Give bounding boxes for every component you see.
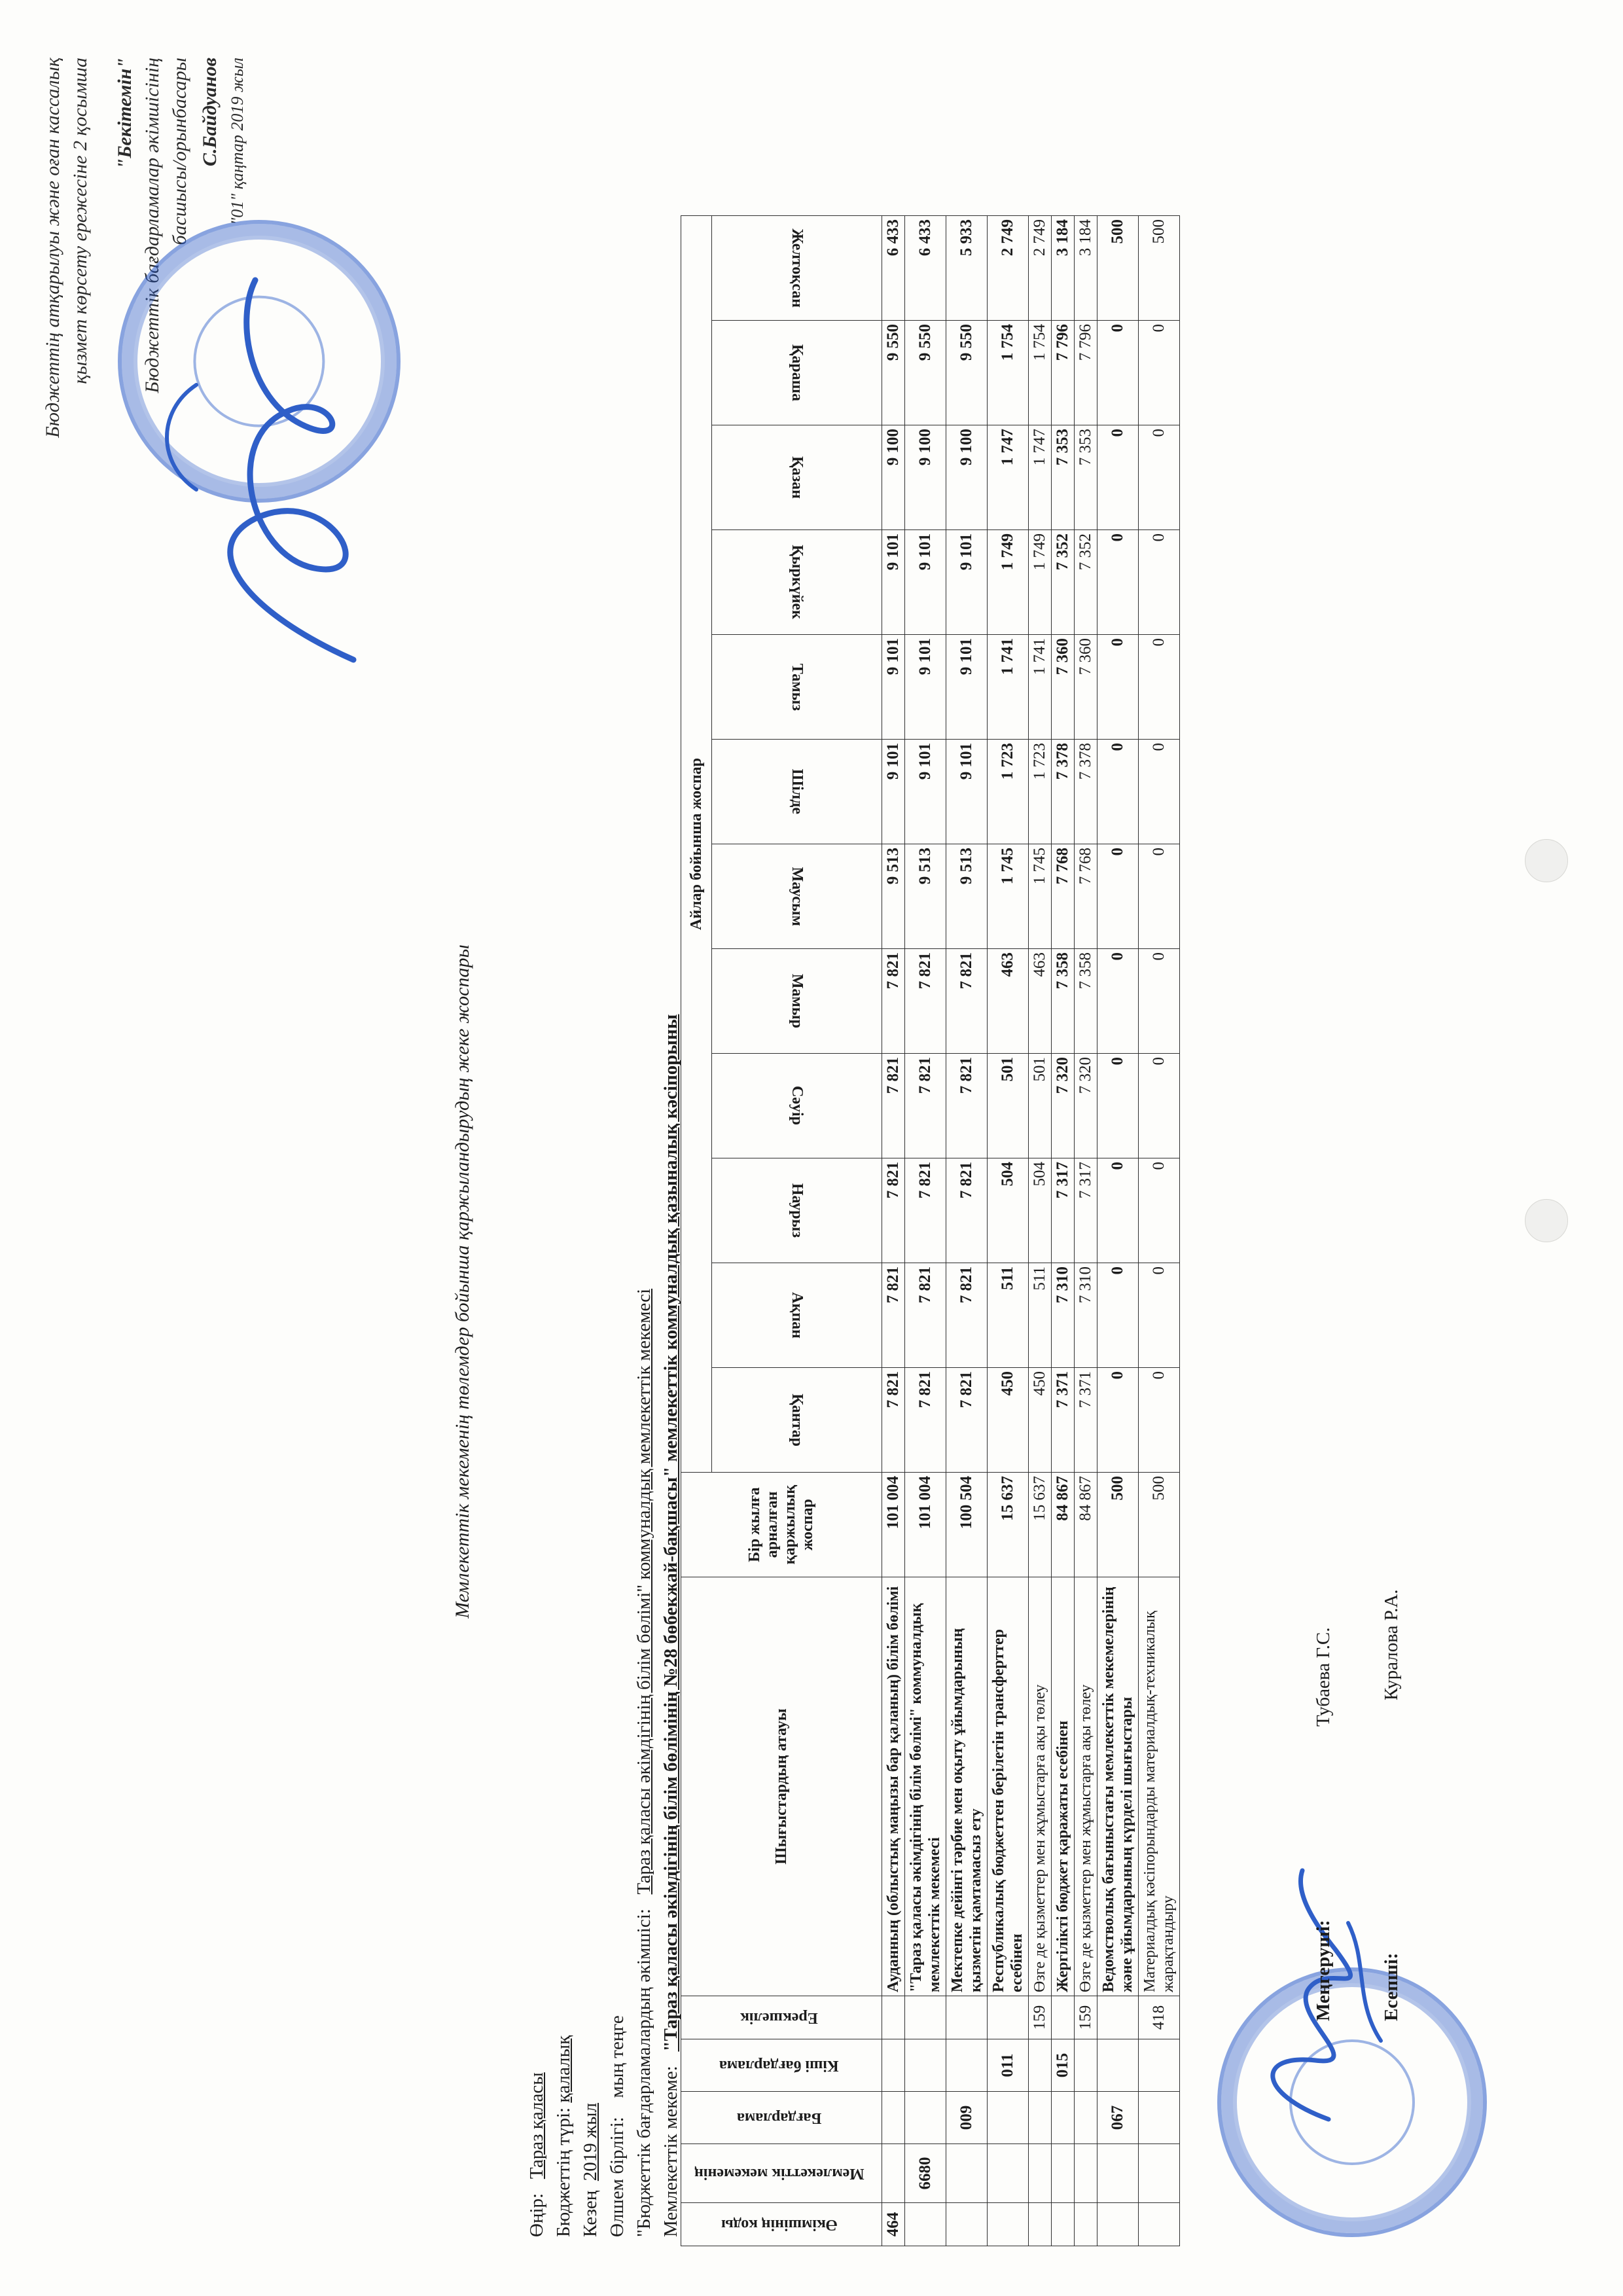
cell-institution-code <box>946 2144 988 2203</box>
header-admin-code: Әкімшінің коды <box>681 2203 882 2246</box>
cell-month-value: 9 101 <box>905 530 946 635</box>
cell-month-value: 7 378 <box>1075 740 1097 844</box>
cell-month-value: 7 768 <box>1075 844 1097 949</box>
cell-month-value: 511 <box>988 1263 1029 1368</box>
cell-program <box>1075 2092 1097 2144</box>
cell-month-value: 1 754 <box>988 321 1029 425</box>
header-specifics: Ерекшелік <box>681 1996 882 2039</box>
approval-line: Бюджеттің атқарылуы және оған кассалық <box>42 58 63 438</box>
cell-expense-name: "Тараз қаласы әкімдігінің білім бөлімі" коммуналдық мемлекеттік мекемесі <box>905 1577 946 1996</box>
table-row <box>946 216 988 2246</box>
cell-program <box>905 2092 946 2144</box>
punch-hole <box>1525 1199 1568 1242</box>
cell-month-value: 7 821 <box>882 1158 905 1263</box>
cell-month-value: 0 <box>1097 1368 1139 1473</box>
cell-program <box>1139 2092 1180 2144</box>
document-info <box>524 1014 685 2237</box>
cell-program <box>988 2092 1029 2144</box>
approval-date: "01" қаңтар 2019 жыл <box>228 58 247 225</box>
cell-program <box>1029 2092 1052 2144</box>
cell-program: 067 <box>1097 2092 1139 2144</box>
cell-subprogram <box>905 2039 946 2092</box>
cell-specifics <box>946 1996 988 2039</box>
cell-month-value: 9 550 <box>905 321 946 425</box>
cell-month-value: 2 749 <box>1029 216 1052 321</box>
cell-institution-code <box>1029 2144 1052 2203</box>
cell-month-value: 0 <box>1097 844 1139 949</box>
cell-month-value: 7 358 <box>1052 949 1075 1054</box>
cell-subprogram <box>946 2039 988 2092</box>
cell-month-value: 0 <box>1139 530 1180 635</box>
cell-subprogram <box>1075 2039 1097 2092</box>
table-row <box>1052 216 1075 2246</box>
cell-expense-name: Өзге де қызметтер мен жұмыстарға ақы төлеу <box>1029 1577 1052 1996</box>
cell-month-value: 0 <box>1139 321 1180 425</box>
cell-month-value: 7 821 <box>905 1054 946 1158</box>
header-month: Сәуір <box>712 1054 882 1158</box>
cell-specifics <box>1097 1996 1139 2039</box>
cell-month-value: 3 184 <box>1075 216 1097 321</box>
cell-annual-plan: 15 637 <box>988 1473 1029 1577</box>
cell-institution-code <box>1052 2144 1075 2203</box>
header-month: Ақпан <box>712 1263 882 1368</box>
signers-block <box>1309 1589 1406 2021</box>
cell-month-value: 7 821 <box>905 1158 946 1263</box>
header-expense-name: Шығыстардың атауы <box>681 1577 882 1996</box>
cell-subprogram <box>882 2039 905 2092</box>
cell-admin-code: 464 <box>882 2203 905 2246</box>
cell-month-value: 7 768 <box>1052 844 1075 949</box>
cell-month-value: 1 747 <box>988 425 1029 530</box>
cell-annual-plan: 100 504 <box>946 1473 988 1577</box>
cell-specifics: 159 <box>1029 1996 1052 2039</box>
cell-month-value: 511 <box>1029 1263 1052 1368</box>
cell-month-value: 0 <box>1097 1263 1139 1368</box>
cell-month-value: 501 <box>988 1054 1029 1158</box>
cell-month-value: 7 821 <box>905 949 946 1054</box>
cell-month-value: 1 749 <box>1029 530 1052 635</box>
cell-month-value: 7 320 <box>1052 1054 1075 1158</box>
table-row <box>1097 216 1139 2246</box>
cell-specifics <box>1052 1996 1075 2039</box>
cell-month-value: 9 101 <box>882 635 905 740</box>
info-unit: Өлшем бірлігі: мың теңге <box>607 2015 628 2237</box>
cell-expense-name: Республикалық бюджеттен берілетін трансферттер есебінен <box>988 1577 1029 1996</box>
cell-subprogram <box>1139 2039 1180 2092</box>
cell-month-value: 6 433 <box>882 216 905 321</box>
table-row <box>1139 216 1180 2246</box>
cell-month-value: 9 101 <box>905 635 946 740</box>
info-admin: "Бюджеттік бағдарламалардың әкімшісі: Тараз қаласы әкімдігінің білім бөлімі" коммуналдық мемлекеттік мекемесі <box>633 1288 654 2237</box>
cell-program <box>882 2092 905 2144</box>
cell-institution-code <box>988 2144 1029 2203</box>
cell-month-value: 7 821 <box>882 1368 905 1473</box>
cell-month-value: 9 100 <box>882 425 905 530</box>
cell-month-value: 9 101 <box>946 740 988 844</box>
cell-admin-code <box>1139 2203 1180 2246</box>
cell-month-value: 7 352 <box>1052 530 1075 635</box>
cell-institution-code <box>1075 2144 1097 2203</box>
cell-program <box>1052 2092 1075 2144</box>
cell-admin-code <box>1052 2203 1075 2246</box>
table-row <box>905 216 946 2246</box>
cell-specifics <box>882 1996 905 2039</box>
header-month: Наурыз <box>712 1158 882 1263</box>
cell-month-value: 500 <box>1097 216 1139 321</box>
header-program: Бағдарлама <box>681 2092 882 2144</box>
cell-month-value: 9 100 <box>905 425 946 530</box>
header-month: Қараша <box>712 321 882 425</box>
cell-annual-plan: 84 867 <box>1075 1473 1097 1577</box>
cell-month-value: 7 821 <box>946 1158 988 1263</box>
cell-month-value: 0 <box>1097 1054 1139 1158</box>
header-month: Шілде <box>712 740 882 844</box>
cell-month-value: 501 <box>1029 1054 1052 1158</box>
header-months-group: Айлар бойынша жоспар <box>681 216 712 1473</box>
cell-annual-plan: 101 004 <box>882 1473 905 1577</box>
cell-month-value: 7 360 <box>1075 635 1097 740</box>
cell-month-value: 1 741 <box>988 635 1029 740</box>
cell-month-value: 9 513 <box>946 844 988 949</box>
cell-month-value: 463 <box>988 949 1029 1054</box>
cell-month-value: 0 <box>1139 635 1180 740</box>
cell-month-value: 7 796 <box>1075 321 1097 425</box>
cell-subprogram <box>1097 2039 1139 2092</box>
cell-month-value: 9 101 <box>946 530 988 635</box>
cell-month-value: 9 101 <box>905 740 946 844</box>
signature-top <box>118 228 419 686</box>
approval-signatory: С.Байдуанов <box>199 58 221 167</box>
cell-month-value: 9 101 <box>882 530 905 635</box>
approval-line: Бюджеттік бағдарламалар әкімшісінің <box>141 58 163 393</box>
cell-month-value: 7 371 <box>1075 1368 1097 1473</box>
cell-admin-code <box>988 2203 1029 2246</box>
cell-month-value: 9 550 <box>946 321 988 425</box>
cell-month-value: 450 <box>1029 1368 1052 1473</box>
cell-month-value: 1 741 <box>1029 635 1052 740</box>
approval-line: басшысы/орынбасары <box>169 58 190 245</box>
cell-annual-plan: 101 004 <box>905 1473 946 1577</box>
cell-annual-plan: 84 867 <box>1052 1473 1075 1577</box>
cell-subprogram: 011 <box>988 2039 1029 2092</box>
cell-month-value: 0 <box>1139 425 1180 530</box>
cell-expense-name: Өзге де қызметтер мен жұмыстарға ақы төлеу <box>1075 1577 1097 1996</box>
cell-month-value: 7 796 <box>1052 321 1075 425</box>
header-month: Желтоқсан <box>712 216 882 321</box>
cell-month-value: 6 433 <box>905 216 946 321</box>
cell-admin-code <box>1029 2203 1052 2246</box>
cell-expense-name: Ауданның (облыстық маңызы бар қаланың) білім бөлімі <box>882 1577 905 1996</box>
table-body <box>882 216 1180 2246</box>
cell-program: 009 <box>946 2092 988 2144</box>
info-budget-type: Бюджеттің түрі: қалалық <box>553 2035 574 2237</box>
cell-expense-name: Мектепке дейінгі тәрбие мен оқыту ұйымдарының қызметін қамтамасыз ету <box>946 1577 988 1996</box>
cell-month-value: 7 378 <box>1052 740 1075 844</box>
cell-month-value: 0 <box>1097 321 1139 425</box>
header-month: Қазан <box>712 425 882 530</box>
cell-month-value: 7 317 <box>1075 1158 1097 1263</box>
cell-annual-plan: 500 <box>1097 1473 1139 1577</box>
approval-approve: "Бекітемін" <box>114 58 135 170</box>
cell-month-value: 7 821 <box>946 949 988 1054</box>
cell-month-value: 450 <box>988 1368 1029 1473</box>
cell-annual-plan: 15 637 <box>1029 1473 1052 1577</box>
cell-month-value: 7 352 <box>1075 530 1097 635</box>
cell-specifics: 418 <box>1139 1996 1180 2039</box>
table-row <box>1075 216 1097 2246</box>
info-period: Кезең 2019 жыл <box>580 2102 601 2237</box>
cell-specifics <box>988 1996 1029 2039</box>
cell-annual-plan: 500 <box>1139 1473 1180 1577</box>
cell-subprogram: 015 <box>1052 2039 1075 2092</box>
cell-month-value: 1 745 <box>1029 844 1052 949</box>
cell-month-value: 9 101 <box>882 740 905 844</box>
header-subprogram: Кіші бағдарлама <box>681 2039 882 2092</box>
cell-admin-code <box>905 2203 946 2246</box>
cell-month-value: 1 745 <box>988 844 1029 949</box>
cell-month-value: 7 821 <box>905 1263 946 1368</box>
cell-month-value: 1 723 <box>988 740 1029 844</box>
cell-admin-code <box>1075 2203 1097 2246</box>
cell-institution-code <box>1139 2144 1180 2203</box>
cell-month-value: 9 513 <box>905 844 946 949</box>
cell-month-value: 504 <box>988 1158 1029 1263</box>
cell-month-value: 0 <box>1139 740 1180 844</box>
cell-expense-name: Материалдық кәсіпорындарды материалдық-техникалық жарақтандыру <box>1139 1577 1180 1996</box>
cell-month-value: 7 353 <box>1052 425 1075 530</box>
cell-month-value: 9 513 <box>882 844 905 949</box>
cell-month-value: 7 821 <box>882 1054 905 1158</box>
cell-month-value: 7 317 <box>1052 1158 1075 1263</box>
cell-month-value: 0 <box>1139 1054 1180 1158</box>
cell-month-value: 2 749 <box>988 216 1029 321</box>
cell-institution-code <box>882 2144 905 2203</box>
cell-month-value: 9 550 <box>882 321 905 425</box>
cell-institution-code: 6680 <box>905 2144 946 2203</box>
cell-month-value: 7 821 <box>882 1263 905 1368</box>
cell-month-value: 3 184 <box>1052 216 1075 321</box>
cell-month-value: 0 <box>1097 740 1139 844</box>
cell-month-value: 0 <box>1139 1158 1180 1263</box>
cell-month-value: 1 749 <box>988 530 1029 635</box>
approval-line: қызмет көрсету ережесіне 2 қосымша <box>69 58 91 384</box>
cell-month-value: 7 371 <box>1052 1368 1075 1473</box>
cell-month-value: 0 <box>1097 635 1139 740</box>
header-month: Қантар <box>712 1368 882 1473</box>
document-title: Мемлекеттік мекеменің төлемдер бойынша қаржыландырудың жеке жоспары <box>452 944 473 1619</box>
cell-institution-code <box>1097 2144 1139 2203</box>
info-institution: Мемлекеттік мекеме: "Тараз қаласы әкімдігінің білім бөлімінің №28 бөбекжай-бақшасы" мемлекеттік коммуналдық қазыналық кәсіпорыны <box>660 1014 681 2237</box>
cell-month-value: 0 <box>1139 1263 1180 1368</box>
cell-month-value: 7 310 <box>1075 1263 1097 1368</box>
cell-month-value: 0 <box>1097 530 1139 635</box>
cell-month-value: 0 <box>1139 949 1180 1054</box>
cell-month-value: 7 821 <box>882 949 905 1054</box>
cell-month-value: 5 933 <box>946 216 988 321</box>
header-institution-code: Мемлекеттік мекеменің <box>681 2144 882 2203</box>
cell-month-value: 7 360 <box>1052 635 1075 740</box>
financing-plan-table <box>681 215 1180 2246</box>
punch-hole <box>1525 839 1568 882</box>
cell-month-value: 0 <box>1097 949 1139 1054</box>
cell-admin-code <box>946 2203 988 2246</box>
cell-month-value: 7 320 <box>1075 1054 1097 1158</box>
cell-specifics: 159 <box>1075 1996 1097 2039</box>
cell-month-value: 0 <box>1139 844 1180 949</box>
cell-month-value: 504 <box>1029 1158 1052 1263</box>
cell-month-value: 1 747 <box>1029 425 1052 530</box>
cell-month-value: 1 754 <box>1029 321 1052 425</box>
header-annual-plan: Бір жылға арналған қаржылық жоспар <box>681 1473 882 1577</box>
table-row <box>988 216 1029 2246</box>
cell-month-value: 0 <box>1097 1158 1139 1263</box>
cell-month-value: 7 821 <box>946 1263 988 1368</box>
table-row <box>882 216 905 2246</box>
table-row <box>1029 216 1052 2246</box>
cell-month-value: 1 723 <box>1029 740 1052 844</box>
info-region: Өңір: Тараз қаласы <box>526 2072 547 2237</box>
header-month: Маусым <box>712 844 882 949</box>
cell-month-value: 463 <box>1029 949 1052 1054</box>
cell-expense-name: Жергілікті бюджет қаражаты есебінен <box>1052 1577 1075 1996</box>
cell-month-value: 0 <box>1139 1368 1180 1473</box>
cell-month-value: 7 821 <box>946 1368 988 1473</box>
cell-month-value: 9 100 <box>946 425 988 530</box>
cell-month-value: 7 821 <box>946 1054 988 1158</box>
signer-accountant: Есепші:Куралова Р.А. <box>1381 1589 1402 2021</box>
header-month: Тамыз <box>712 635 882 740</box>
cell-month-value: 0 <box>1097 425 1139 530</box>
cell-expense-name: Ведомстволық бағыныстағы мемлекеттік мекемелерінің және ұйымдарының күрделі шығыстары <box>1097 1577 1139 1996</box>
cell-admin-code <box>1097 2203 1139 2246</box>
signer-head: Меңгеруші:Тубаева Г.С. <box>1313 1627 1334 2021</box>
cell-month-value: 500 <box>1139 216 1180 321</box>
cell-month-value: 7 821 <box>905 1368 946 1473</box>
cell-month-value: 9 101 <box>946 635 988 740</box>
header-month: Қыркүйек <box>712 530 882 635</box>
header-month: Мамыр <box>712 949 882 1054</box>
cell-specifics <box>905 1996 946 2039</box>
cell-month-value: 7 310 <box>1052 1263 1075 1368</box>
cell-month-value: 7 358 <box>1075 949 1097 1054</box>
cell-subprogram <box>1029 2039 1052 2092</box>
cell-month-value: 7 353 <box>1075 425 1097 530</box>
